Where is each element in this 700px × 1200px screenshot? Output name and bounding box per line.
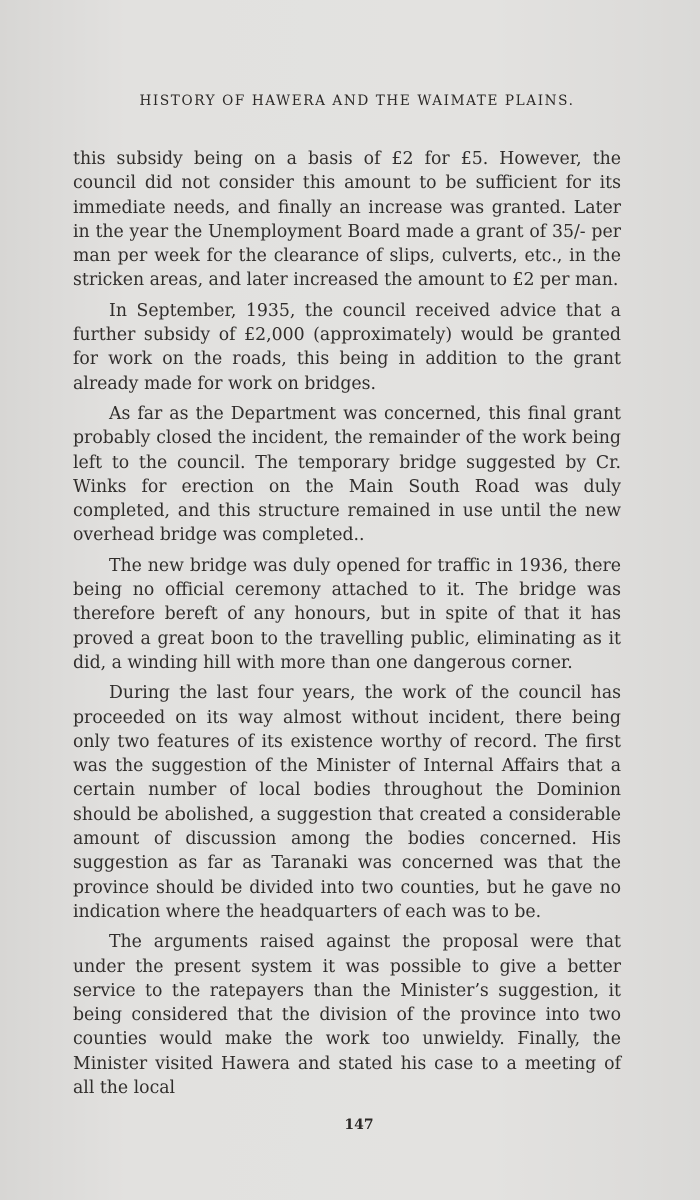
paragraph: The new bridge was duly opened for traffic in 1936, there being no official ceremony attached to it. The bridge was therefore bereft of any honours, but in spite of that it has proved a great boon to the travelling public, eliminating as it did, a winding hill with more than one dangerous corner. (73, 555, 621, 673)
paragraph: this subsidy being on a basis of £2 for £5. However, the council did not consider this amount to be sufficient for its immediate needs, and finally an increase was granted. Later in the year the Unemployment Board made a grant of 35/- per man per week for the clearance of slips, culverts, etc., in the stricken areas, and later increased the amount to £2 per man. (73, 149, 621, 291)
paragraph: As far as the Department was concerned, this final grant probably closed the incident, the remainder of the work being left to the council. The temporary bridge suggested by Cr. Winks for erection on the Main South Road was duly completed, and this structure remained in use until the new overhead bridge was completed.. (73, 403, 621, 546)
running-header: HISTORY OF HAWERA AND THE WAIMATE PLAINS. (139, 93, 575, 109)
paragraph: In September, 1935, the council received advice that a further subsidy of £2,000 (approximately) would be granted for work on the roads, this being in addition to the grant already made for work on bridges. (73, 300, 621, 394)
paragraph: The arguments raised against the proposal were that under the present system it was possible to give a better service to the ratepayers than the Minister’s suggestion, it being considered that the division of the province into two counties would make the work too unwieldy. Finally, the Minister visited Hawera and stated his case to a meeting of all the local (73, 932, 621, 1098)
body-text (73, 147, 621, 1106)
paragraph: During the last four years, the work of the council has proceeded on its way almost without incident, there being only two features of its existence worthy of record. The first was the suggestion of the Minister of Internal Affairs that a certain number of local bodies throughout the Dominion should be abolished, a suggestion that created a considerable amount of discussion among the bodies concerned. His suggestion as far as Taranaki was concerned was that the province should be divided into two counties, but he gave no indication where the headquarters of each was to be. (73, 683, 621, 922)
page-number: 147 (344, 1117, 374, 1133)
